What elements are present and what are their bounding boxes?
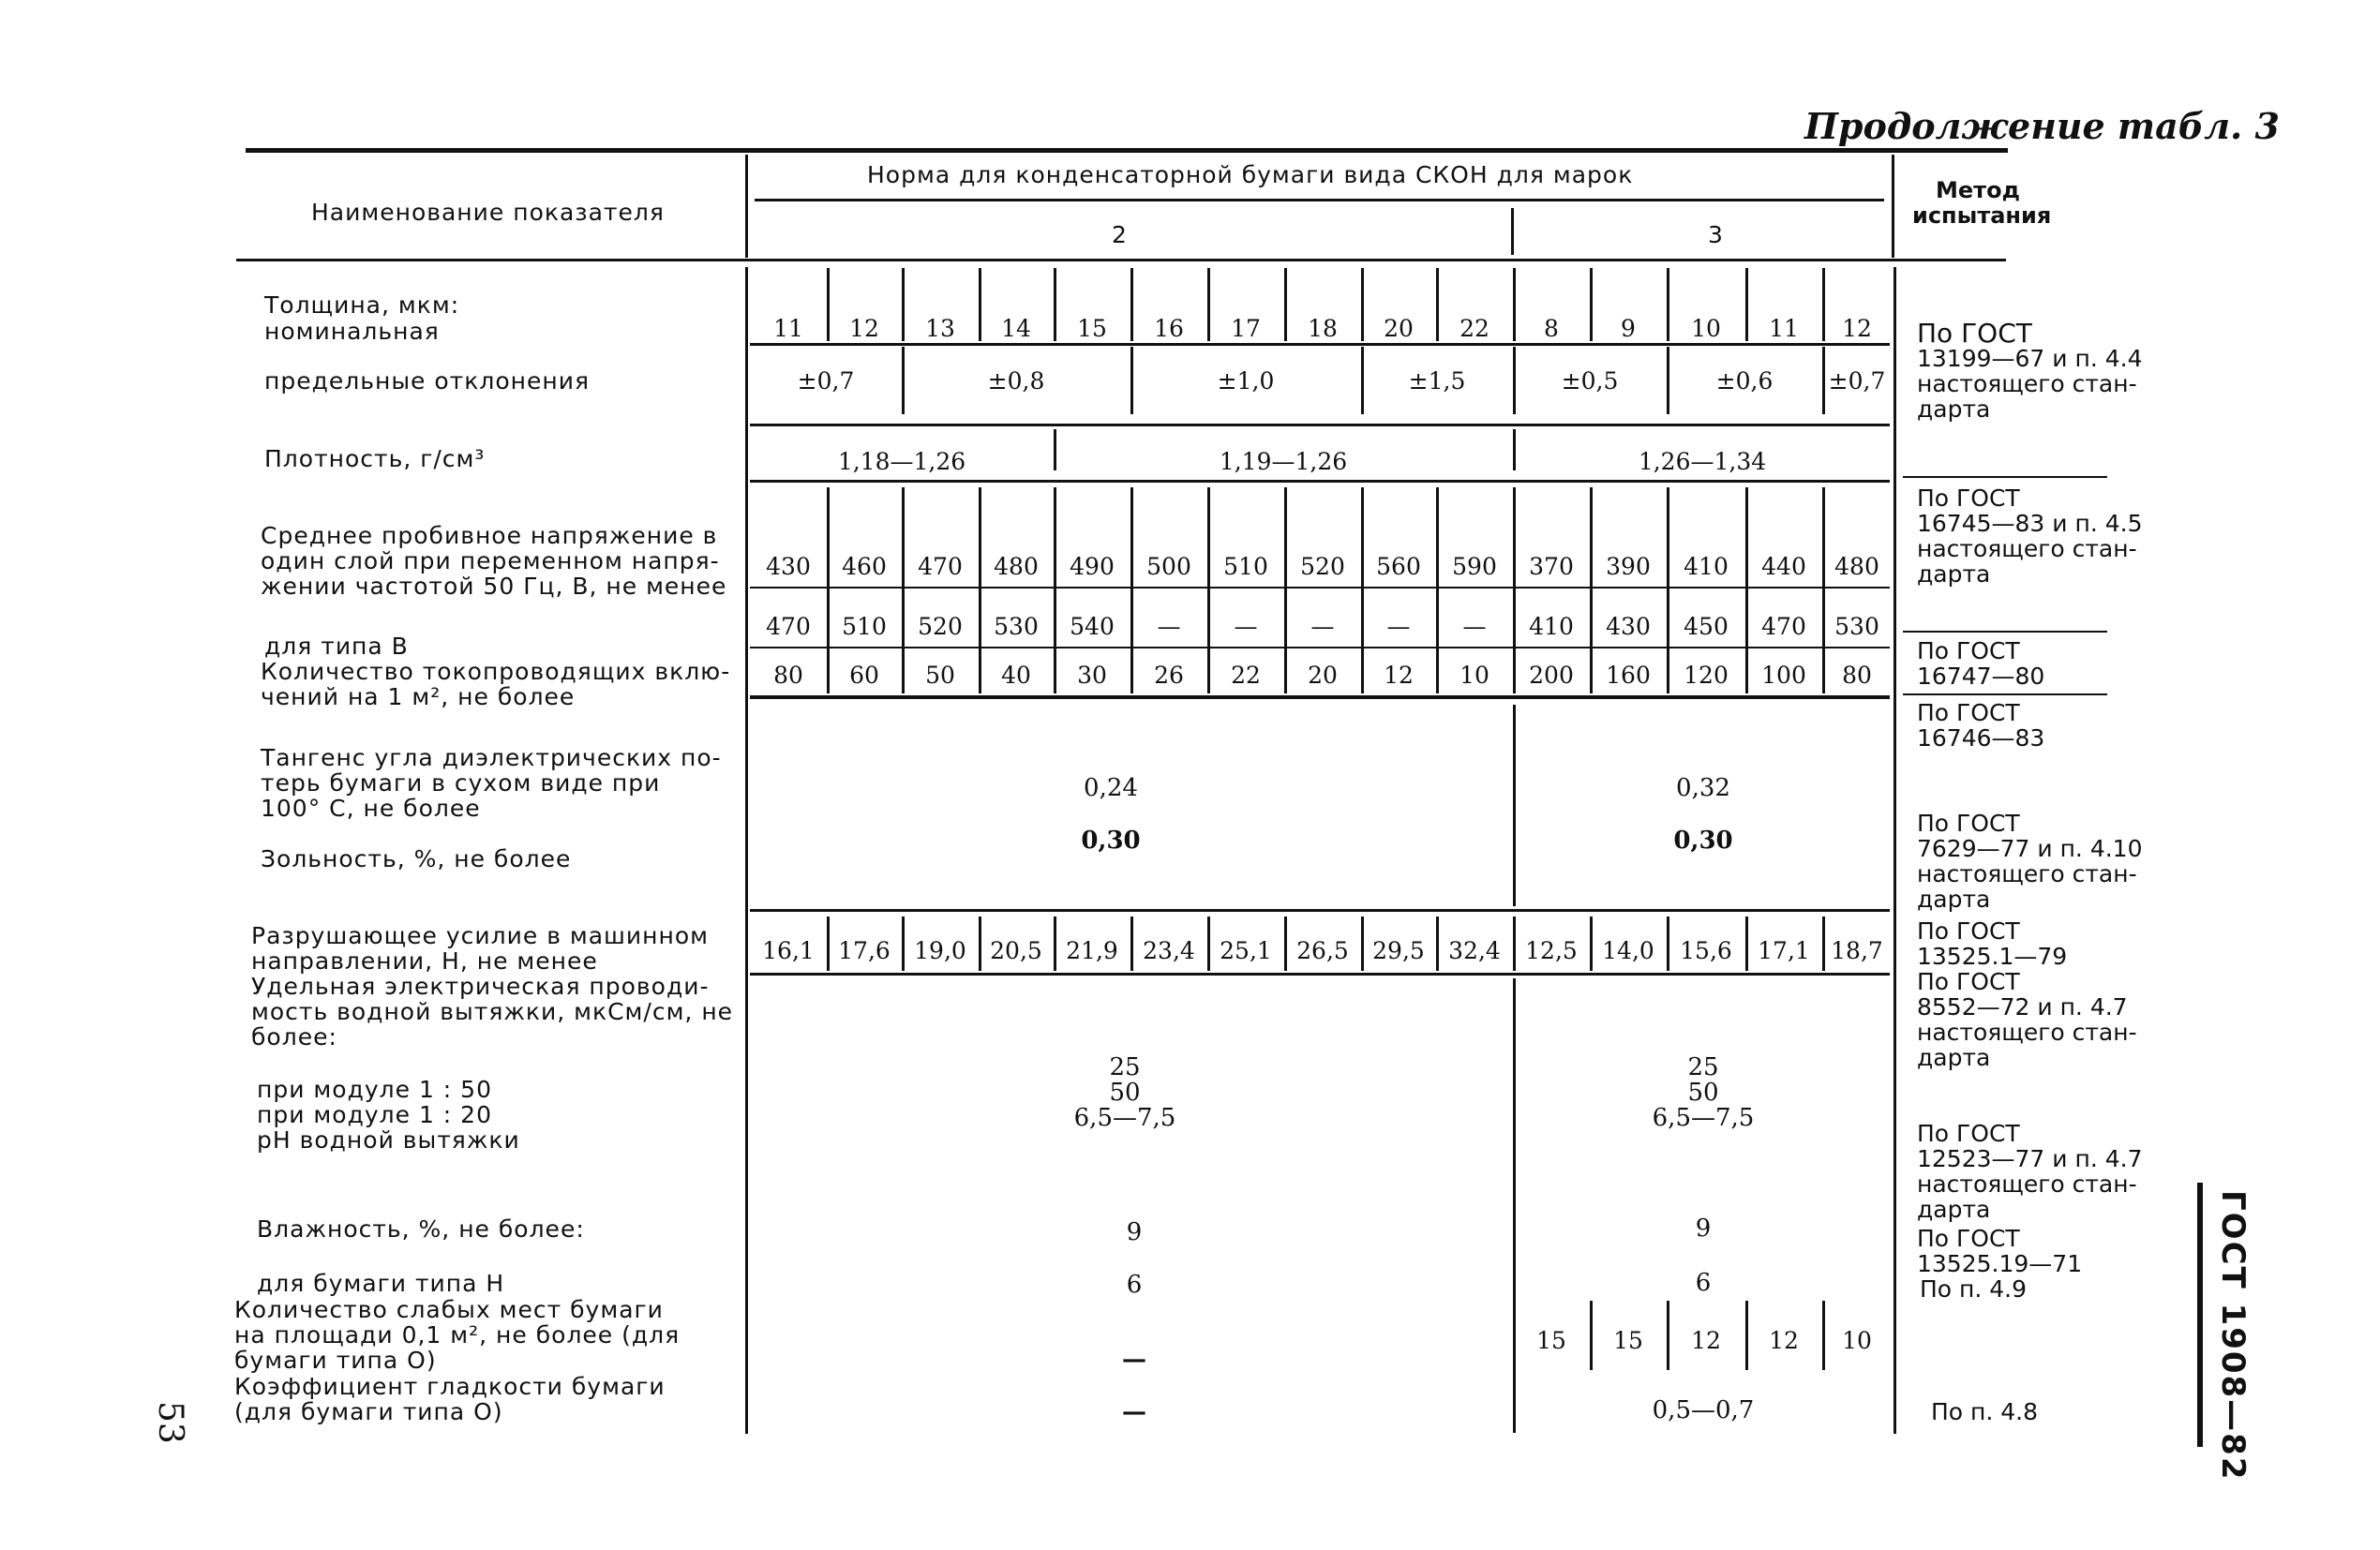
density-value: 1,26—1,34: [1638, 448, 1767, 475]
header-method: [1912, 177, 2052, 229]
tensile-value: 20,5: [990, 937, 1042, 964]
header-divider: [1511, 208, 1514, 255]
tensile-value: 16,1: [762, 937, 815, 964]
weak-value: 12: [1691, 1327, 1721, 1354]
inclusions-value: 60: [849, 662, 879, 689]
ph-value: 6,5—7,5: [1652, 1104, 1755, 1132]
nominal-value: 10: [1691, 315, 1721, 342]
nominal-label: номинальная: [264, 318, 440, 345]
method-line: 13525.1—79: [1917, 943, 2068, 970]
row-rule: [750, 587, 1890, 589]
method-line: настоящего стан-: [1917, 860, 2137, 887]
ash-value-2: 0,30: [1081, 827, 1141, 855]
inclusions-value: 160: [1606, 662, 1651, 689]
type-b-value: —: [1310, 613, 1335, 640]
method-line: настоящего стан-: [1917, 1019, 2137, 1046]
type-h-label: для бумаги типа Н: [257, 1270, 505, 1297]
tangent-label: [261, 745, 739, 821]
nominal-value: 17: [1231, 315, 1261, 342]
moisture-value-2: 9: [1126, 1218, 1143, 1246]
method-3: [1917, 638, 2044, 689]
nominal-value: 20: [1384, 315, 1414, 342]
method-line: настоящего стан-: [1917, 535, 2137, 562]
inclusions-value: 80: [773, 662, 803, 689]
method-line: 16745—83 и п. 4.5: [1917, 510, 2143, 537]
type-b-value: —: [1157, 613, 1181, 640]
tensile-value: 17,1: [1758, 937, 1810, 964]
deviation-label: предельные отклонения: [264, 367, 590, 395]
inclusions-value: 80: [1842, 662, 1872, 689]
inclusions-value: 10: [1459, 662, 1489, 689]
method-line: По ГОСТ: [1917, 637, 2020, 664]
method-rule: [1903, 631, 2107, 633]
method-line: дарта: [1917, 1196, 1991, 1223]
inclusions-value: 20: [1308, 662, 1338, 689]
tensile-value: 12,5: [1525, 937, 1578, 964]
nominal-value: 18: [1308, 315, 1338, 342]
breakdown-value: 370: [1529, 553, 1574, 580]
label-line: чений на 1 м², не более: [261, 683, 576, 710]
smooth-label: [234, 1374, 741, 1424]
header-col-name: Наименование показателя: [311, 199, 665, 226]
label-line: мость водной вытяжки, мкСм/см, не: [251, 998, 734, 1025]
method-line: дарта: [1917, 395, 1991, 423]
weak-value: 12: [1769, 1327, 1799, 1354]
label-line: Удельная электрическая проводи-: [251, 973, 710, 1000]
inclusions-value: 200: [1529, 662, 1574, 689]
header-bottom-rule: [236, 259, 2006, 261]
method-rule: [1903, 693, 2107, 695]
type-b-value: 530: [994, 613, 1039, 640]
conductivity-values-3: [1520, 1055, 1886, 1131]
breakdown-value: 410: [1684, 553, 1729, 580]
deviation-value: ±0,8: [987, 367, 1045, 395]
module50-label: при модуле 1 : 50: [257, 1076, 492, 1103]
row-rule: [750, 973, 1890, 976]
module50-value: 25: [1109, 1053, 1141, 1081]
label-line: 100° С, не более: [261, 795, 481, 822]
deviation-value: ±1,5: [1408, 367, 1466, 395]
thickness-label: Толщина, мкм:: [264, 291, 460, 319]
method-7: [1917, 969, 2137, 1070]
nominal-value: 14: [1001, 315, 1031, 342]
inclusions-value: 30: [1077, 662, 1107, 689]
side-label: ГОСТ 1908—82: [2214, 1190, 2252, 1482]
deviation-value: ±1,0: [1217, 367, 1275, 395]
tensile-value: 14,0: [1602, 937, 1654, 964]
module20-value: 50: [1109, 1079, 1141, 1107]
breakdown-value: 430: [766, 553, 811, 580]
label-line: более:: [251, 1023, 337, 1051]
nominal-value: 13: [925, 315, 955, 342]
type-b-value: —: [1386, 613, 1411, 640]
tensile-value: 18,7: [1831, 937, 1883, 964]
moisture-value-3: 9: [1695, 1215, 1712, 1243]
method-line: 8552—72 и п. 4.7: [1917, 993, 2128, 1021]
weak-value-2: —: [1122, 1346, 1146, 1374]
body-right-border: [1894, 267, 1896, 1434]
method-line: По ГОСТ: [1917, 810, 2020, 837]
header-norm-rule: [755, 199, 1884, 201]
density-value: 1,18—1,26: [837, 448, 966, 475]
breakdown-value: 440: [1761, 553, 1806, 580]
type-b-value: 450: [1684, 613, 1729, 640]
deviation-value: ±0,7: [797, 367, 855, 395]
smooth-value-3: 0,5—0,7: [1652, 1396, 1755, 1424]
label-line: Среднее пробивное напряжение в: [261, 522, 718, 549]
nominal-value: 16: [1154, 315, 1184, 342]
ph-value: 6,5—7,5: [1073, 1104, 1176, 1132]
deviation-value: ±0,7: [1828, 367, 1886, 395]
tangent-value-3: 0,32: [1676, 774, 1730, 802]
inclusions-value: 50: [925, 662, 955, 689]
method-4: [1917, 700, 2044, 751]
deviation-value: ±0,5: [1561, 367, 1619, 395]
type-b-value: 520: [918, 613, 963, 640]
row-rule: [750, 647, 1890, 648]
method-11: По п. 4.8: [1931, 1398, 2039, 1425]
method-line: настоящего стан-: [1917, 370, 2137, 397]
method-line: 7629—77 и п. 4.10: [1917, 835, 2143, 862]
ph-label: pH водной вытяжки: [257, 1126, 520, 1154]
density-value: 1,19—1,26: [1219, 448, 1348, 475]
moisture-label: Влажность, %, не более:: [257, 1215, 585, 1243]
weak-value: 15: [1536, 1327, 1566, 1354]
breakdown-value: 490: [1070, 553, 1115, 580]
module50-value: 25: [1687, 1053, 1719, 1081]
breakdown-value: 520: [1300, 553, 1345, 580]
method-line: По ГОСТ: [1917, 484, 2020, 512]
tensile-value: 23,4: [1143, 937, 1195, 964]
method-5: [1917, 811, 2142, 912]
nominal-value: 15: [1077, 315, 1107, 342]
inclusions-value: 12: [1384, 662, 1414, 689]
label-line: на площади 0,1 м², не более (для: [234, 1321, 681, 1349]
method-line: По ГОСТ: [1917, 968, 2020, 995]
type-b-label: для типа В: [264, 633, 409, 660]
cell-divider: [1513, 705, 1516, 906]
nominal-value: 12: [1842, 315, 1872, 342]
method-9: [1917, 1226, 2082, 1276]
header-grade-3: 3: [1708, 221, 1724, 248]
top-rule: [246, 148, 2008, 153]
method-line: По ГОСТ: [1917, 1225, 2020, 1252]
weak-value: 10: [1842, 1327, 1872, 1354]
method-10: По п. 4.9: [1920, 1275, 2028, 1303]
tensile-value: 15,6: [1680, 937, 1732, 964]
method-line: 12523—77 и п. 4.7: [1917, 1145, 2143, 1172]
method-line: По ГОСТ: [1917, 917, 2020, 945]
label-line: Разрушающее усилие в машинном: [251, 922, 710, 949]
type-h-value-2: 6: [1126, 1271, 1143, 1299]
breakdown-value: 460: [842, 553, 887, 580]
method-line: 13199—67 и п. 4.4: [1917, 345, 2143, 372]
type-b-value: —: [1234, 613, 1258, 640]
label-line: Количество токопроводящих вклю-: [261, 658, 731, 685]
tensile-value: 26,5: [1296, 937, 1349, 964]
header-method-line: Метод: [1936, 177, 2020, 203]
side-bar: [2197, 1183, 2203, 1447]
nominal-value: 8: [1544, 315, 1559, 342]
breakdown-value: 480: [994, 553, 1039, 580]
nominal-value: 9: [1621, 315, 1636, 342]
method-line: По ГОСТ: [1917, 1120, 2020, 1147]
tensile-value: 32,4: [1448, 937, 1501, 964]
breakdown-value: 560: [1376, 553, 1421, 580]
type-b-value: 430: [1606, 613, 1651, 640]
deviation-value: ±0,6: [1715, 367, 1774, 395]
header-divider: [745, 155, 748, 258]
module20-value: 50: [1687, 1079, 1719, 1107]
header-grade-2: 2: [1112, 221, 1128, 248]
method-line: дарта: [1917, 886, 1991, 913]
method-8: [1917, 1121, 2142, 1222]
inclusions-label: [261, 659, 739, 709]
method-line: 16747—80: [1917, 663, 2045, 690]
tensile-value: 29,5: [1372, 937, 1425, 964]
method-2: [1917, 485, 2142, 587]
nominal-value: 11: [1769, 315, 1799, 342]
inclusions-value: 120: [1684, 662, 1729, 689]
type-b-value: 470: [1761, 613, 1806, 640]
header-divider: [1892, 155, 1894, 258]
method-line: 13525.19—71: [1917, 1250, 2083, 1277]
type-b-value: 510: [842, 613, 887, 640]
breakdown-value: 590: [1452, 553, 1497, 580]
body-left-border: [745, 267, 748, 1434]
inclusions-value: 26: [1154, 662, 1184, 689]
method-rule: [1903, 476, 2107, 478]
tensile-value: 17,6: [838, 937, 891, 964]
label-line: бумаги типа О): [234, 1347, 437, 1374]
row-rule: [750, 909, 1890, 912]
method-line: дарта: [1917, 560, 1991, 588]
ash-value-3: 0,30: [1673, 827, 1733, 855]
type-b-value: 470: [766, 613, 811, 640]
nominal-value: 11: [773, 315, 803, 342]
type-b-value: 530: [1834, 613, 1879, 640]
label-line: жении частотой 50 Гц, В, не менее: [261, 573, 727, 600]
breakdown-value: 500: [1146, 553, 1191, 580]
label-line: один слой при переменном напря-: [261, 547, 720, 574]
weak-value: 15: [1613, 1327, 1643, 1354]
header-method-line: испытания: [1912, 202, 2052, 229]
tensile-value: 21,9: [1066, 937, 1118, 964]
method-line: 16746—83: [1917, 724, 2045, 752]
smooth-value-2: —: [1122, 1398, 1146, 1426]
page-number: 53: [151, 1401, 189, 1444]
tensile-label: [251, 923, 739, 974]
nominal-value: 12: [849, 315, 879, 342]
method-line: По ГОСТ: [1917, 318, 2032, 349]
inclusions-value: 100: [1761, 662, 1806, 689]
type-b-value: 410: [1529, 613, 1574, 640]
method-6: [1917, 918, 2067, 969]
type-b-value: 540: [1070, 613, 1115, 640]
inclusions-value: 22: [1231, 662, 1261, 689]
tensile-value: 19,0: [914, 937, 966, 964]
header-norm-title: Норма для конденсаторной бумаги вида СКОН для марок: [867, 161, 1634, 188]
method-line: дарта: [1917, 1044, 1991, 1071]
breakdown-label: [261, 523, 739, 599]
tangent-value-2: 0,24: [1084, 774, 1138, 802]
conductivity-values-2: [750, 1055, 1500, 1131]
breakdown-value: 470: [918, 553, 963, 580]
inclusions-value: 40: [1001, 662, 1031, 689]
row-rule: [750, 480, 1890, 483]
conductivity-label: [251, 974, 739, 1050]
tensile-value: 25,1: [1220, 937, 1272, 964]
row-rule: [750, 343, 1890, 346]
label-line: Тангенс угла диэлектрических по-: [261, 744, 722, 771]
row-rule: [750, 424, 1890, 426]
label-line: Количество слабых мест бумаги: [234, 1296, 664, 1323]
module20-label: при модуле 1 : 20: [257, 1101, 492, 1128]
density-label: Плотность, г/см³: [264, 445, 486, 472]
ash-label: Зольность, %, не более: [261, 845, 572, 872]
nominal-value: 22: [1459, 315, 1489, 342]
breakdown-value: 480: [1834, 553, 1879, 580]
breakdown-value: 390: [1606, 553, 1651, 580]
method-1: [1917, 320, 2142, 422]
continuation-title: Продолжение табл. 3: [1804, 105, 2280, 147]
label-line: (для бумаги типа О): [234, 1398, 503, 1425]
label-line: терь бумаги в сухом виде при: [261, 769, 661, 797]
label-line: направлении, Н, не менее: [251, 947, 598, 975]
method-line: По ГОСТ: [1917, 699, 2020, 726]
type-b-value: —: [1462, 613, 1487, 640]
weak-label: [234, 1297, 741, 1373]
label-line: Коэффициент гладкости бумаги: [234, 1373, 666, 1400]
type-h-value-3: 6: [1695, 1269, 1712, 1297]
method-line: настоящего стан-: [1917, 1170, 2137, 1198]
breakdown-value: 510: [1223, 553, 1268, 580]
row-rule: [750, 695, 1890, 699]
